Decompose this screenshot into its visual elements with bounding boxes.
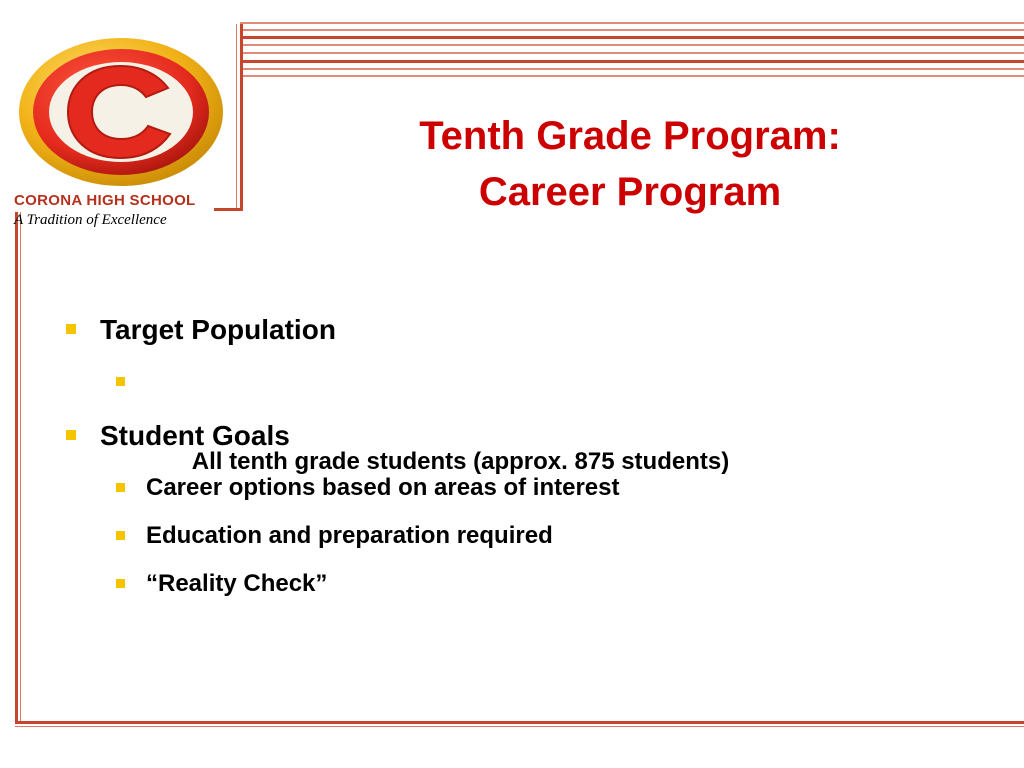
square-bullet-icon: [116, 579, 125, 588]
logo-caption: [14, 192, 224, 229]
frame-bottom-border: [15, 721, 1024, 724]
slide-title: [300, 108, 960, 220]
header-stripes: [240, 22, 1024, 82]
bullet-student-goals: [60, 414, 980, 468]
square-bullet-icon: [66, 430, 76, 440]
bullet-label: Student Goals: [100, 420, 290, 451]
square-bullet-icon: [116, 483, 125, 492]
bullet-list: [60, 308, 980, 612]
frame-bottom-border-thin: [15, 726, 1024, 727]
frame-divider-thin: [236, 24, 237, 210]
square-bullet-icon: [116, 377, 125, 386]
sub-bullet-label: Career options based on areas of interest: [146, 474, 620, 501]
sub-bullet-label: All tenth grade students (approx. 875 students): [186, 448, 730, 475]
sub-bullet-label: “Reality Check”: [146, 570, 328, 597]
square-bullet-icon: [116, 531, 125, 540]
bullet-target-population: [60, 308, 980, 362]
sub-bullet-career-options: [60, 468, 980, 516]
bullet-label: Target Population: [100, 314, 336, 345]
sub-bullet-label: Education and preparation required: [146, 522, 553, 549]
sub-bullet-reality-check: [60, 564, 980, 612]
sub-bullet-education: [60, 516, 980, 564]
title-line-1: Tenth Grade Program:: [419, 114, 841, 158]
frame-left-border-thin: [20, 212, 21, 724]
school-motto: A Tradition of Excellence: [14, 212, 167, 228]
frame-divider: [240, 24, 243, 210]
square-bullet-icon: [66, 324, 76, 334]
frame-left-border: [15, 212, 18, 724]
school-name: CORONA HIGH SCHOOL: [14, 192, 196, 209]
title-line-2: Career Program: [478, 170, 782, 214]
